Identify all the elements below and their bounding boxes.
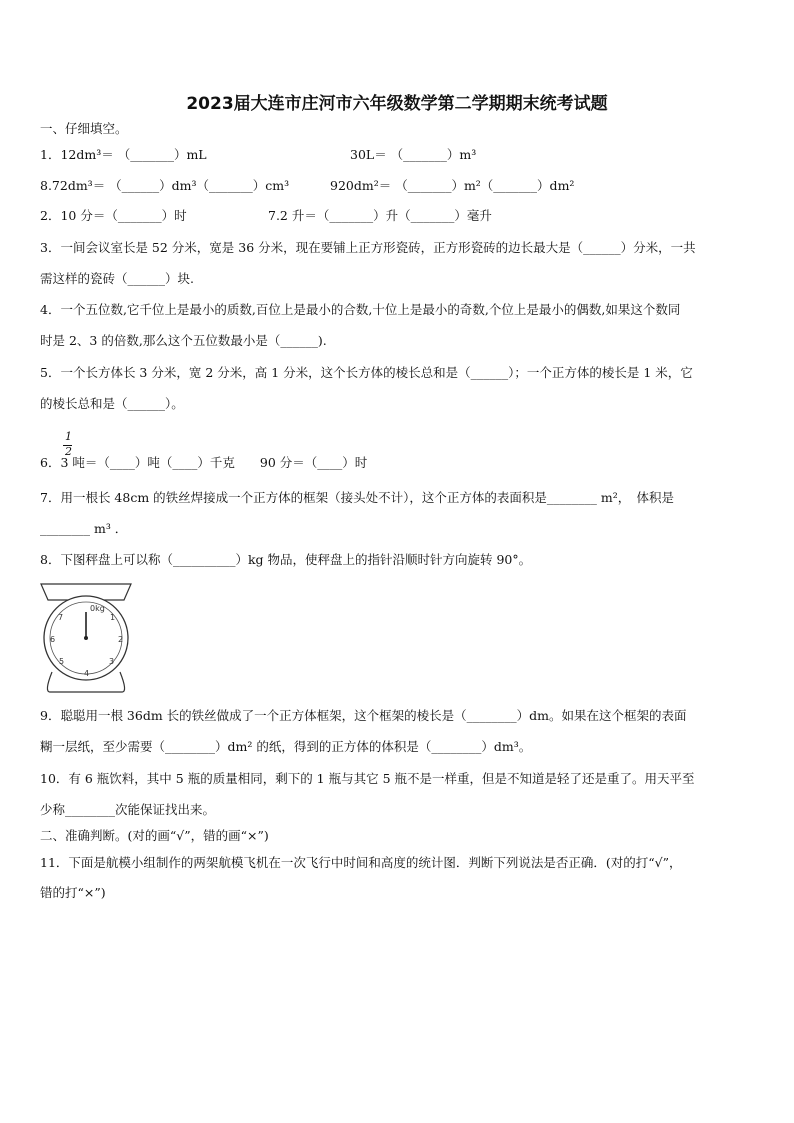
question-3-line1: 3．一间会议室长是 52 分米，宽是 36 分米，现在要铺上正方形瓷砖，正方形瓷砖的边长最大是（______）分米，一共 [40,240,696,255]
scale-figure [38,580,134,694]
section-1-heading: 一、仔细填空。 [40,121,128,136]
scale-label-6: 6 [50,635,56,644]
question-5-line1: 5．一个长方体长 3 分米，宽 2 分米，高 1 分米，这个长方体的棱长总和是（______）；一个正方体的棱长是 1 米，它 [40,365,693,380]
question-11-line1: 11．下面是航模小组制作的两架航模飞机在一次飞行中时间和高度的统计图．判断下列说法是否正确．(对的打“√”， [40,855,682,870]
question-9-line1: 9．聪聪用一根 36dm 长的铁丝做成了一个正方体框架，这个框架的棱长是（________）dm。如果在这个框架的表面 [40,708,687,723]
question-6: 6．3 吨＝（____）吨（____）千克 90 分＝（____）时 [40,455,368,470]
question-5-line2: 的棱长总和是（______）。 [40,396,184,411]
question-1b: 30L＝ （_______）m³ [350,147,477,162]
question-7-line1: 7．用一根长 48cm 的铁丝焊接成一个正方体的框架（接头处不计），这个正方体的表面积是________ m²， 体积是 [40,490,674,505]
scale-label-3: 3 [109,657,115,666]
question-8: 8．下图秤盘上可以称（__________）kg 物品，使秤盘上的指针沿顺时针方向旋转 90°。 [40,552,532,567]
fraction-denominator: 2 [65,445,72,458]
question-1d: 920dm²＝ （_______）m²（_______）dm² [330,178,575,193]
page-title: 2023届大连市庄河市六年级数学第二学期期末统考试题 [186,94,608,114]
question-1c: 8.72dm³＝ （______）dm³（_______）cm³ [40,178,290,193]
question-11-line2: 错的打“×”) [40,885,106,900]
question-4-line1: 4．一个五位数,它千位上是最小的质数,百位上是最小的合数,十位上是最小的奇数,个位上是最小的偶数,如果这个数同 [40,302,681,317]
question-9-line2: 糊一层纸，至少需要（________）dm² 的纸，得到的正方体的体积是（________）dm³。 [40,739,532,754]
question-10-line1: 10．有 6 瓶饮料，其中 5 瓶的质量相同，剩下的 1 瓶与其它 5 瓶不是一样重，但是不知道是轻了还是重了。用天平至 [40,771,695,786]
scale-label-2: 2 [118,635,124,644]
scale-label-5: 5 [59,657,65,666]
question-2a: 2．10 分＝（_______）时 [40,208,187,223]
scale-label-4: 4 [84,669,90,678]
question-4-line2: 时是 2、3 的倍数,那么这个五位数最小是（______). [40,333,327,348]
question-1a: 1．12dm³＝ （_______）mL [40,147,207,162]
scale-label-7: 7 [58,613,64,622]
scale-pivot [84,636,88,640]
fraction-numerator: 1 [65,430,72,443]
question-2b: 7.2 升＝（_______）升（_______）毫升 [268,208,492,223]
scale-label-0kg: 0kg [90,604,105,613]
section-2-heading: 二、准确判断。(对的画“√”，错的画“×”) [40,828,269,843]
question-3-line2: 需这样的瓷砖（______）块. [40,271,194,286]
question-7-line2: ________ m³ ． [40,521,128,536]
question-10-line2: 少称________次能保证找出来。 [40,802,216,817]
scale-label-1: 1 [110,613,116,622]
